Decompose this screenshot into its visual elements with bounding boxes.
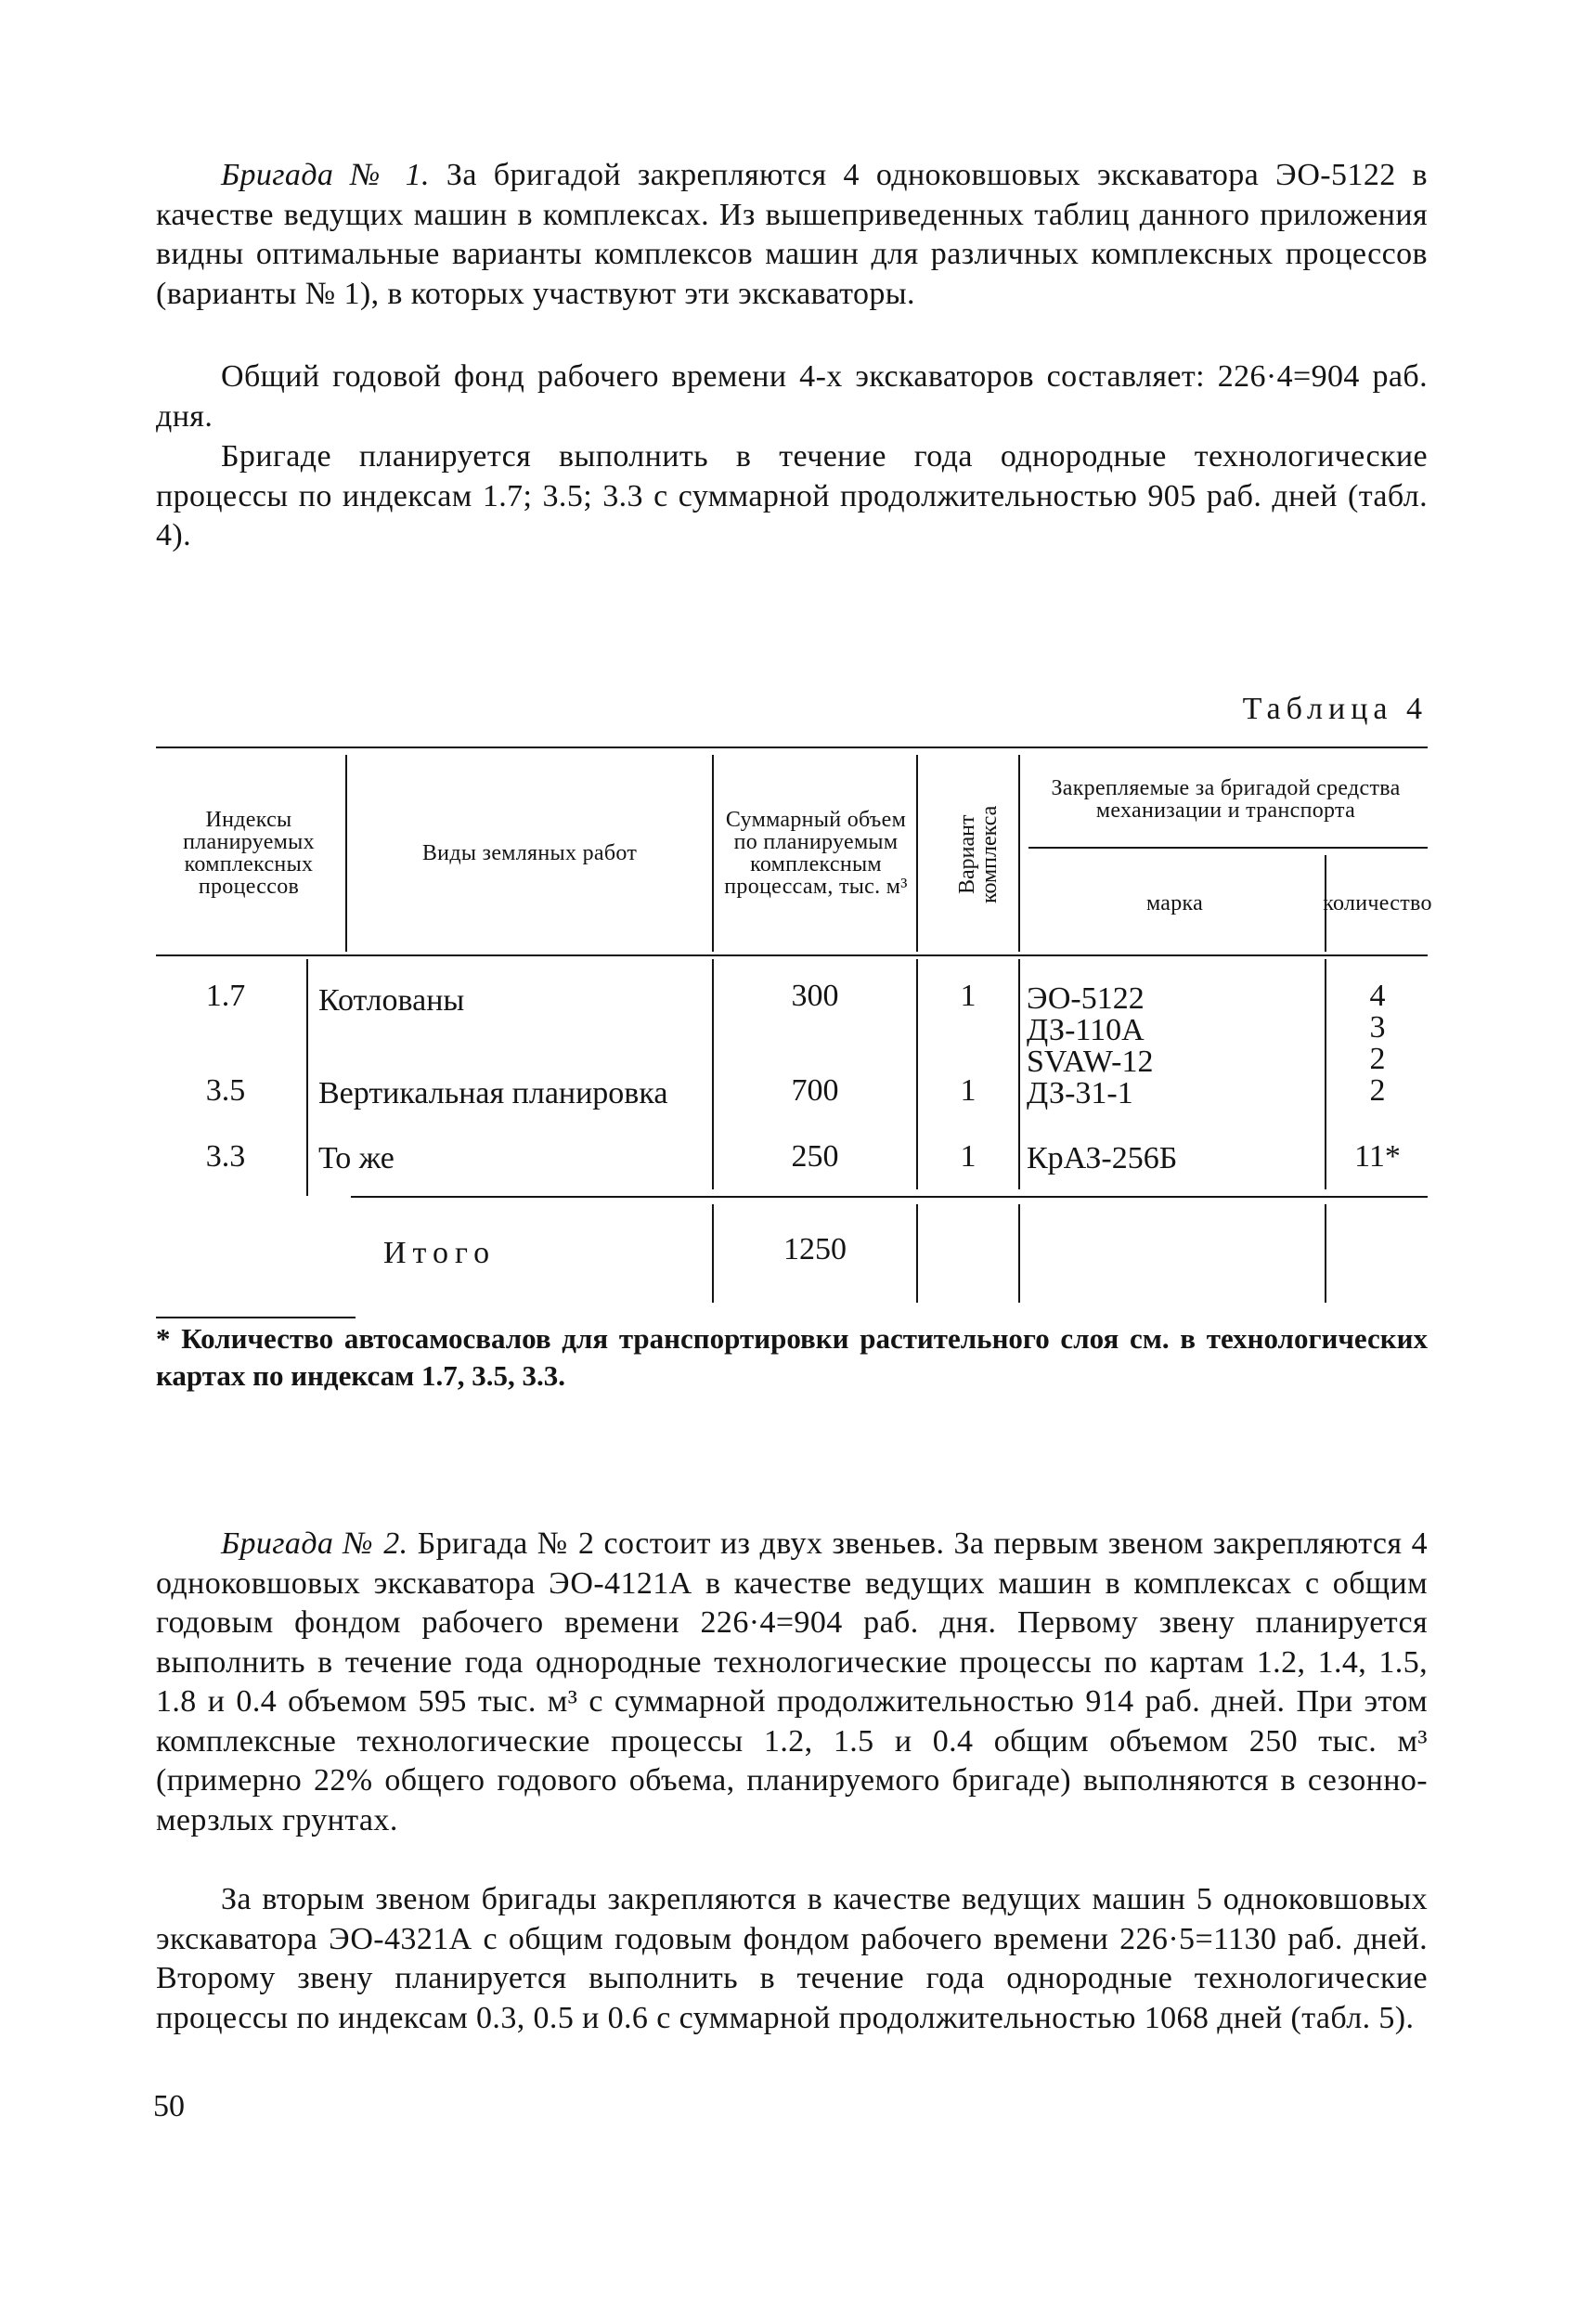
machine-count-1: 4: [1369, 979, 1386, 1013]
machine-count-4: 2: [1369, 1073, 1386, 1108]
table-caption: Таблица 4: [1242, 692, 1428, 726]
row-3-index: 3.3: [205, 1139, 246, 1174]
row-2-volume: 700: [791, 1073, 839, 1108]
brigade-1-text: За бригадой закрепляются 4 одноковшовых экскаватора ЭО-5122 в качестве ведущих машин в комплексах. Из вышеприведенных таблиц данного приложения видны оптимальные варианты комплексов машин для различных комплексных процессов (варианты № 1), в которых участвуют эти экскаваторы.: [156, 158, 1428, 311]
table-4: [156, 746, 1432, 1314]
row-1-variant: 1: [960, 979, 977, 1013]
machine-count-5: 11*: [1354, 1139, 1401, 1174]
machine-brand-5: КрАЗ-256Б: [1027, 1141, 1178, 1175]
brigade-2-text: Бригада № 2 состоит из двух звеньев. За первым звеном закрепляются 4 одноковшовых экскаватора ЭО-4121А в качестве ведущих машин в комплексах с общим годовым фондом рабочего времени 226·4=904 раб. дня. Первому звену планируется выполнить в течение года однородные технологические процессы по картам 1.2, 1.4, 1.5, 1.8 и 0.4 объемом 595 тыс. м³ с суммарной продолжительностью 914 раб. дней. При этом комплексные технологические процессы 1.2, 1.5 и 0.4 общим объемом 250 тыс. м³ (примерно 22% общего годового объема, планируемого бригаде) выполняются в сезонно-мерзлых грунтах.: [156, 1526, 1428, 1837]
header-count: количество: [1323, 891, 1432, 915]
row-1-work: Котлованы: [318, 983, 465, 1018]
paragraph-brigade-2: [156, 1525, 1428, 1840]
machine-brand-3: SVAW-12: [1027, 1045, 1154, 1079]
machine-brand-2: ДЗ-110А: [1027, 1013, 1145, 1047]
row-2-variant: 1: [960, 1073, 977, 1108]
total-label: Итого: [383, 1236, 497, 1270]
row-3-volume: 250: [791, 1139, 839, 1174]
row-2-work: Вертикальная планировка: [318, 1076, 668, 1110]
machine-count-3: 2: [1369, 1042, 1386, 1076]
footnote-divider: [156, 1317, 356, 1318]
header-works: Виды земляных работ: [421, 841, 638, 865]
row-2-index: 3.5: [205, 1073, 246, 1108]
machine-count-2: 3: [1369, 1010, 1386, 1045]
paragraph-second-unit: За вторым звеном бригады закрепляются в качестве ведущих машин 5 одноковшовых экскаватора ЭО-4321А с общим годовым фондом рабочего времени 226·5=1130 раб. дней. Второму звену планируется выполнить в течение года однородные технологические процессы по индексам 0.3, 0.5 и 0.6 с суммарной продолжительностью 1068 дней (табл. 5).: [156, 1882, 1428, 2035]
paragraph-brigade-1: [156, 156, 1428, 314]
table-footnote: * Количество автосамосвалов для транспортировки растительного слоя см. в технологических картах по индексам 1.7, 3.5, 3.3.: [156, 1322, 1428, 1392]
row-3-variant: 1: [960, 1139, 977, 1174]
header-index: Индексы планируемых комплексных процессов: [183, 808, 315, 899]
header-brand: марка: [1145, 891, 1204, 915]
header-volume: Суммарный объем по планируемым комплексным процессам, тыс. м³: [724, 808, 908, 899]
row-1-index: 1.7: [205, 979, 246, 1013]
brigade-2-label: Бригада № 2.: [221, 1526, 408, 1561]
brigade-1-label: Бригада № 1.: [221, 158, 430, 192]
machine-brand-1: ЭО-5122: [1027, 981, 1145, 1016]
total-volume: 1250: [783, 1232, 847, 1266]
machine-brand-4: ДЗ-31-1: [1027, 1076, 1133, 1110]
paragraph-planned-processes: Бригаде планируется выполнить в течение года однородные технологические процессы по индексам 1.7; 3.5; 3.3 с суммарной продолжительностью 905 раб. дней (табл. 4).: [156, 439, 1428, 552]
paragraph-work-fund: Общий годовой фонд рабочего времени 4-х экскаваторов составляет: 226·4=904 раб. дня.: [156, 359, 1428, 434]
row-1-volume: 300: [791, 979, 839, 1013]
header-variant: Вариант комплекса: [955, 805, 1002, 903]
row-3-work: То же: [318, 1141, 394, 1175]
header-assigned: Закрепляемые за бригадой средства механизации и транспорта: [1051, 776, 1401, 823]
page-number: 50: [153, 2089, 185, 2123]
